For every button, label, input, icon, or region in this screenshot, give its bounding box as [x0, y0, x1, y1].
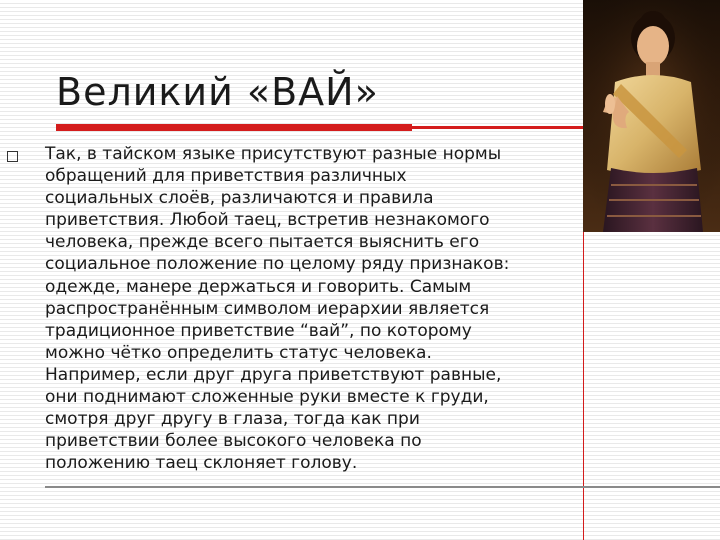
slide-body-text: Так, в тайском языке присутствуют разные нормы обращений для приветствия различных социальных слоёв, различаются и правила приветствия. Любой таец, встретив незнакомого человека, прежде всего пытается выяснить его социальное положение по целому ряду признаков: одежде, манере держаться и говорить. Самым распространённым символом иерархии является традиционное приветствие “вай”, по которому можно чётко определить статус человека. Например, если друг друга приветствуют равные, они поднимают сложенные руки вместе к груди, смотря друг другу в глаза, тогда как при приветствии более высокого человека по положению таец склоняет голову. [45, 144, 510, 474]
bullet-square [7, 151, 18, 162]
title-underline [56, 124, 412, 131]
slide-title: Великий «ВАЙ» [56, 70, 379, 114]
bottom-rule [45, 486, 720, 488]
